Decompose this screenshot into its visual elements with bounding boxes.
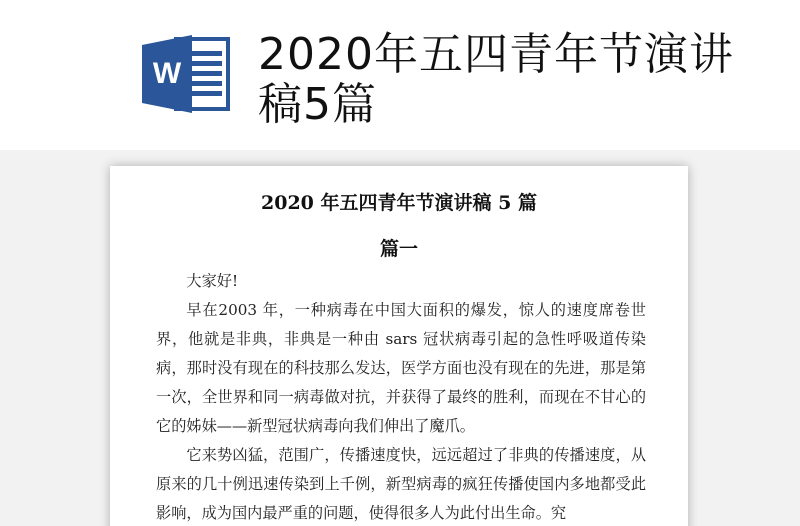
document-body [156,267,646,526]
document-subtitle: 篇一 [379,238,418,260]
header-banner [0,0,800,150]
paragraph: 它来势凶猛，范围广，传播速度快，远远超过了非典的传播速度，从原来的几十例迅速传染到上千例，新型病毒的疯狂传播使国内多地都受此影响，成为国内最严重的问题，使得很多人为此付出生命。究 [156,446,646,522]
paragraph: 早在2003 年，一种病毒在中国大面积的爆发，惊人的速度席卷世界，他就是非典，非典是一种由 sars 冠状病毒引起的急性呼吸道传染病，那时没有现在的科技那么发达，医学方面也没有现在的先进，那是第一次，全世界和同一病毒做对抗，并获得了最终的胜利，而现在不甘心的它的姊妹——新型冠状病毒向我们伸出了魔爪。 [156,301,646,435]
header-title: 2020年五四青年节演讲稿5篇 [258,29,734,130]
document-title: 2020 年五四青年节演讲稿 5 篇 [261,192,537,214]
paragraph-greeting: 大家好! [186,272,239,290]
svg-text:W: W [152,57,182,90]
word-document-icon [140,33,232,115]
document-page [110,166,688,526]
